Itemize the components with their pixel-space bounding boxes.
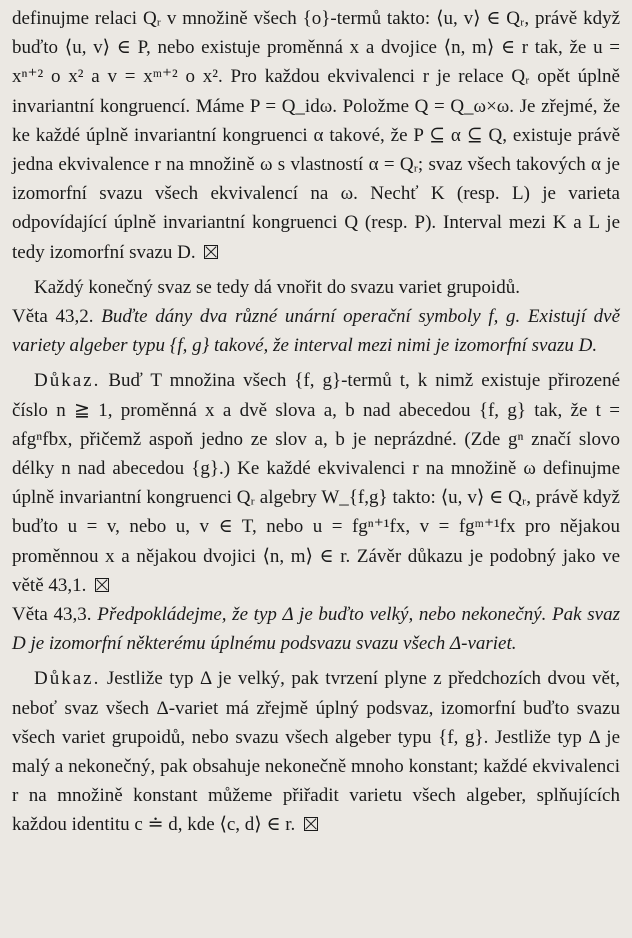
proof-43-3-paragraph	[12, 664, 620, 839]
proof-43-2-paragraph	[12, 366, 620, 600]
qed-icon	[304, 817, 318, 831]
proof-text: Jestliže typ Δ je velký, pak tvrzení plyne z předchozích dvou vět, neboť svaz všech Δ-variet má zřejmě úplný podsvaz, izomorfní buďto svazu všech variet grupoidů, nebo svazu všech algeber typu {f, g}. Jestliže typ Δ je malý a nekonečný, pak obsahuje nekonečně mnoho konstant; každé ekvivalenci r na množině konstant můžeme přiřadit varietu všech algeber, splňujících každou identitu c ≐ d, kde ⟨c, d⟩ ∈ r.	[12, 668, 620, 836]
proof-heading: Důkaz.	[34, 668, 101, 690]
theorem-heading: Věta 43,3.	[12, 604, 92, 626]
theorem-text: Buďte dány dva různé unární operační symboly f, g. Existují dvě variety algeber typu {f, g} takové, že interval mezi nimi je izomorfní svazu D.	[12, 306, 621, 357]
proof-text: Buď T množina všech {f, g}-termů t, k nimž existuje přirozené číslo n ≧ 1, proměnná x a dvě slova a, b nad abecedou {f, g} tak, že t = afgⁿfbx, přičemž aspoň jedno ze slov a, b je neprázdné. (Zde gⁿ značí slovo délky n nad abecedou {g}.) Ke každé ekvivalenci r na množině ω definujme úplně invariantní kongruenci Qᵣ algebry W_{f,g} takto: ⟨u, v⟩ ∈ Qᵣ, právě když buďto u = v, nebo u, v ∈ T, nebo u = fgⁿ⁺¹fx, v = fgᵐ⁺¹fx pro nějakou proměnnou x a nějakou dvojici ⟨n, m⟩ ∈ r. Závěr důkazu je podobný jako ve větě 43,1.	[12, 370, 620, 596]
proof-continuation-paragraph	[12, 4, 620, 267]
qed-icon	[95, 578, 109, 592]
qed-icon	[204, 245, 218, 259]
theorem-43-3-paragraph	[12, 600, 620, 658]
paragraph-text: Každý konečný svaz se tedy dá vnořit do svazu variet grupoidů.	[34, 276, 520, 298]
proof-heading: Důkaz.	[34, 370, 101, 392]
theorem-text: Předpokládejme, že typ Δ je buďto velký, nebo nekonečný. Pak svaz D je izomorfní některému úplnému podsvazu svazu všech Δ-variet.	[12, 604, 621, 655]
remark-paragraph	[12, 273, 620, 302]
theorem-43-2-paragraph	[12, 302, 620, 360]
theorem-heading: Věta 43,2.	[12, 306, 94, 328]
paragraph-text: definujme relaci Qᵣ v množině všech {o}-termů takto: ⟨u, v⟩ ∈ Qᵣ, právě když buďto ⟨u, v⟩ ∈ P, nebo existuje proměnná x a dvojice ⟨n, m⟩ ∈ r tak, že u = xⁿ⁺² o x² a v = xᵐ⁺² o x². Pro každou ekvivalenci r je relace Qᵣ opět úplně invariantní kongruencí. Máme P = Q_idω. Položme Q = Q_ω×ω. Je zřejmé, že ke každé úplně invariantní kongruenci α takové, že P ⊆ α ⊆ Q, existuje právě jedna ekvivalence r na množině ω s vlastností α = Qᵣ; svaz všech takových α je izomorfní svazu všech ekvivalencí na ω. Nechť K (resp. L) je varieta odpovídající úplně invariantní kongruenci Q (resp. P). Interval mezi K a L je tedy izomorfní svazu D.	[12, 8, 620, 263]
